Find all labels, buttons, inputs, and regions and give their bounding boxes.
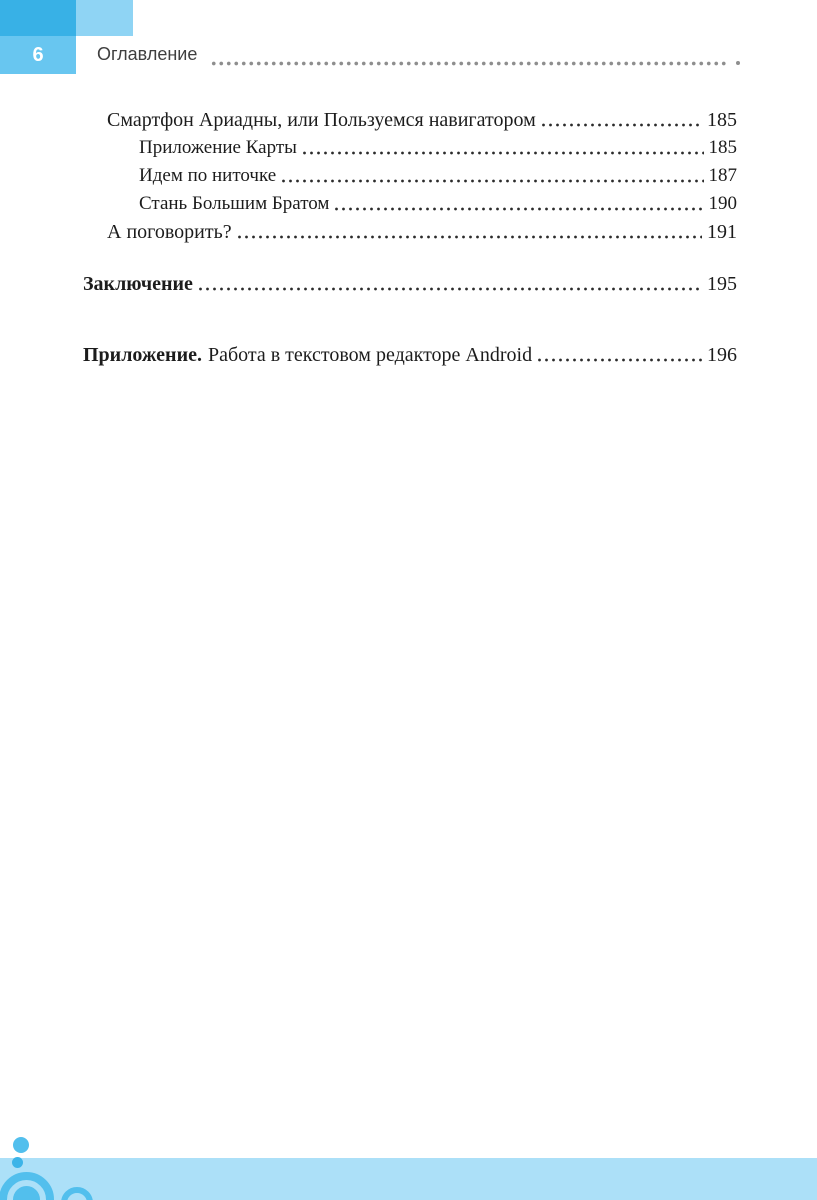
toc-entry-label: Работа в текстовом редакторе Android bbox=[207, 344, 533, 366]
corner-square-dark bbox=[0, 0, 76, 36]
toc-entry bbox=[83, 134, 737, 162]
toc-entry bbox=[83, 218, 737, 246]
toc-entry-label: А поговорить? bbox=[107, 221, 232, 243]
page-number-badge bbox=[0, 36, 76, 74]
toc-entry-page: 191 bbox=[707, 221, 737, 243]
toc-entry-label: Стань Большим Братом bbox=[139, 193, 330, 214]
toc-entry-prefix: Приложение. bbox=[83, 344, 202, 366]
toc-entry-page: 187 bbox=[708, 165, 737, 186]
toc-entry-label: Смартфон Ариадны, или Пользуемся навигатором bbox=[107, 109, 536, 131]
toc-entry-page: 196 bbox=[707, 344, 737, 366]
dot-leader bbox=[236, 235, 702, 239]
toc-entry-label: Идем по ниточке bbox=[139, 165, 277, 186]
toc-entry-page: 190 bbox=[708, 193, 737, 214]
toc-entry bbox=[83, 270, 737, 298]
dot-leader bbox=[280, 179, 703, 183]
page-number: 6 bbox=[32, 43, 44, 66]
bubble-dot-tiny bbox=[12, 1157, 23, 1168]
toc-entry-page: 185 bbox=[708, 137, 737, 158]
bubble-dot-small bbox=[13, 1137, 29, 1153]
toc-entry-page: 185 bbox=[707, 109, 737, 131]
header-title: Оглавление bbox=[97, 44, 198, 64]
dot-leader bbox=[301, 151, 704, 155]
toc-entry bbox=[83, 341, 737, 369]
toc-entry-label: Заключение bbox=[83, 273, 193, 295]
toc-entry-page: 195 bbox=[707, 273, 737, 295]
footer-bar bbox=[0, 1158, 817, 1200]
toc-entry-label: Приложение Карты bbox=[139, 137, 297, 158]
toc-entry bbox=[83, 190, 737, 218]
toc-entry bbox=[83, 106, 737, 134]
running-head bbox=[97, 44, 740, 74]
toc-list bbox=[83, 106, 737, 369]
header-dot-leader bbox=[210, 61, 729, 66]
dot-leader bbox=[540, 123, 702, 127]
dot-leader bbox=[197, 287, 702, 291]
toc-entry bbox=[83, 162, 737, 190]
dot-leader bbox=[536, 358, 702, 362]
corner-square-light bbox=[76, 0, 133, 36]
header-end-dot bbox=[736, 61, 740, 65]
dot-leader bbox=[333, 207, 703, 211]
